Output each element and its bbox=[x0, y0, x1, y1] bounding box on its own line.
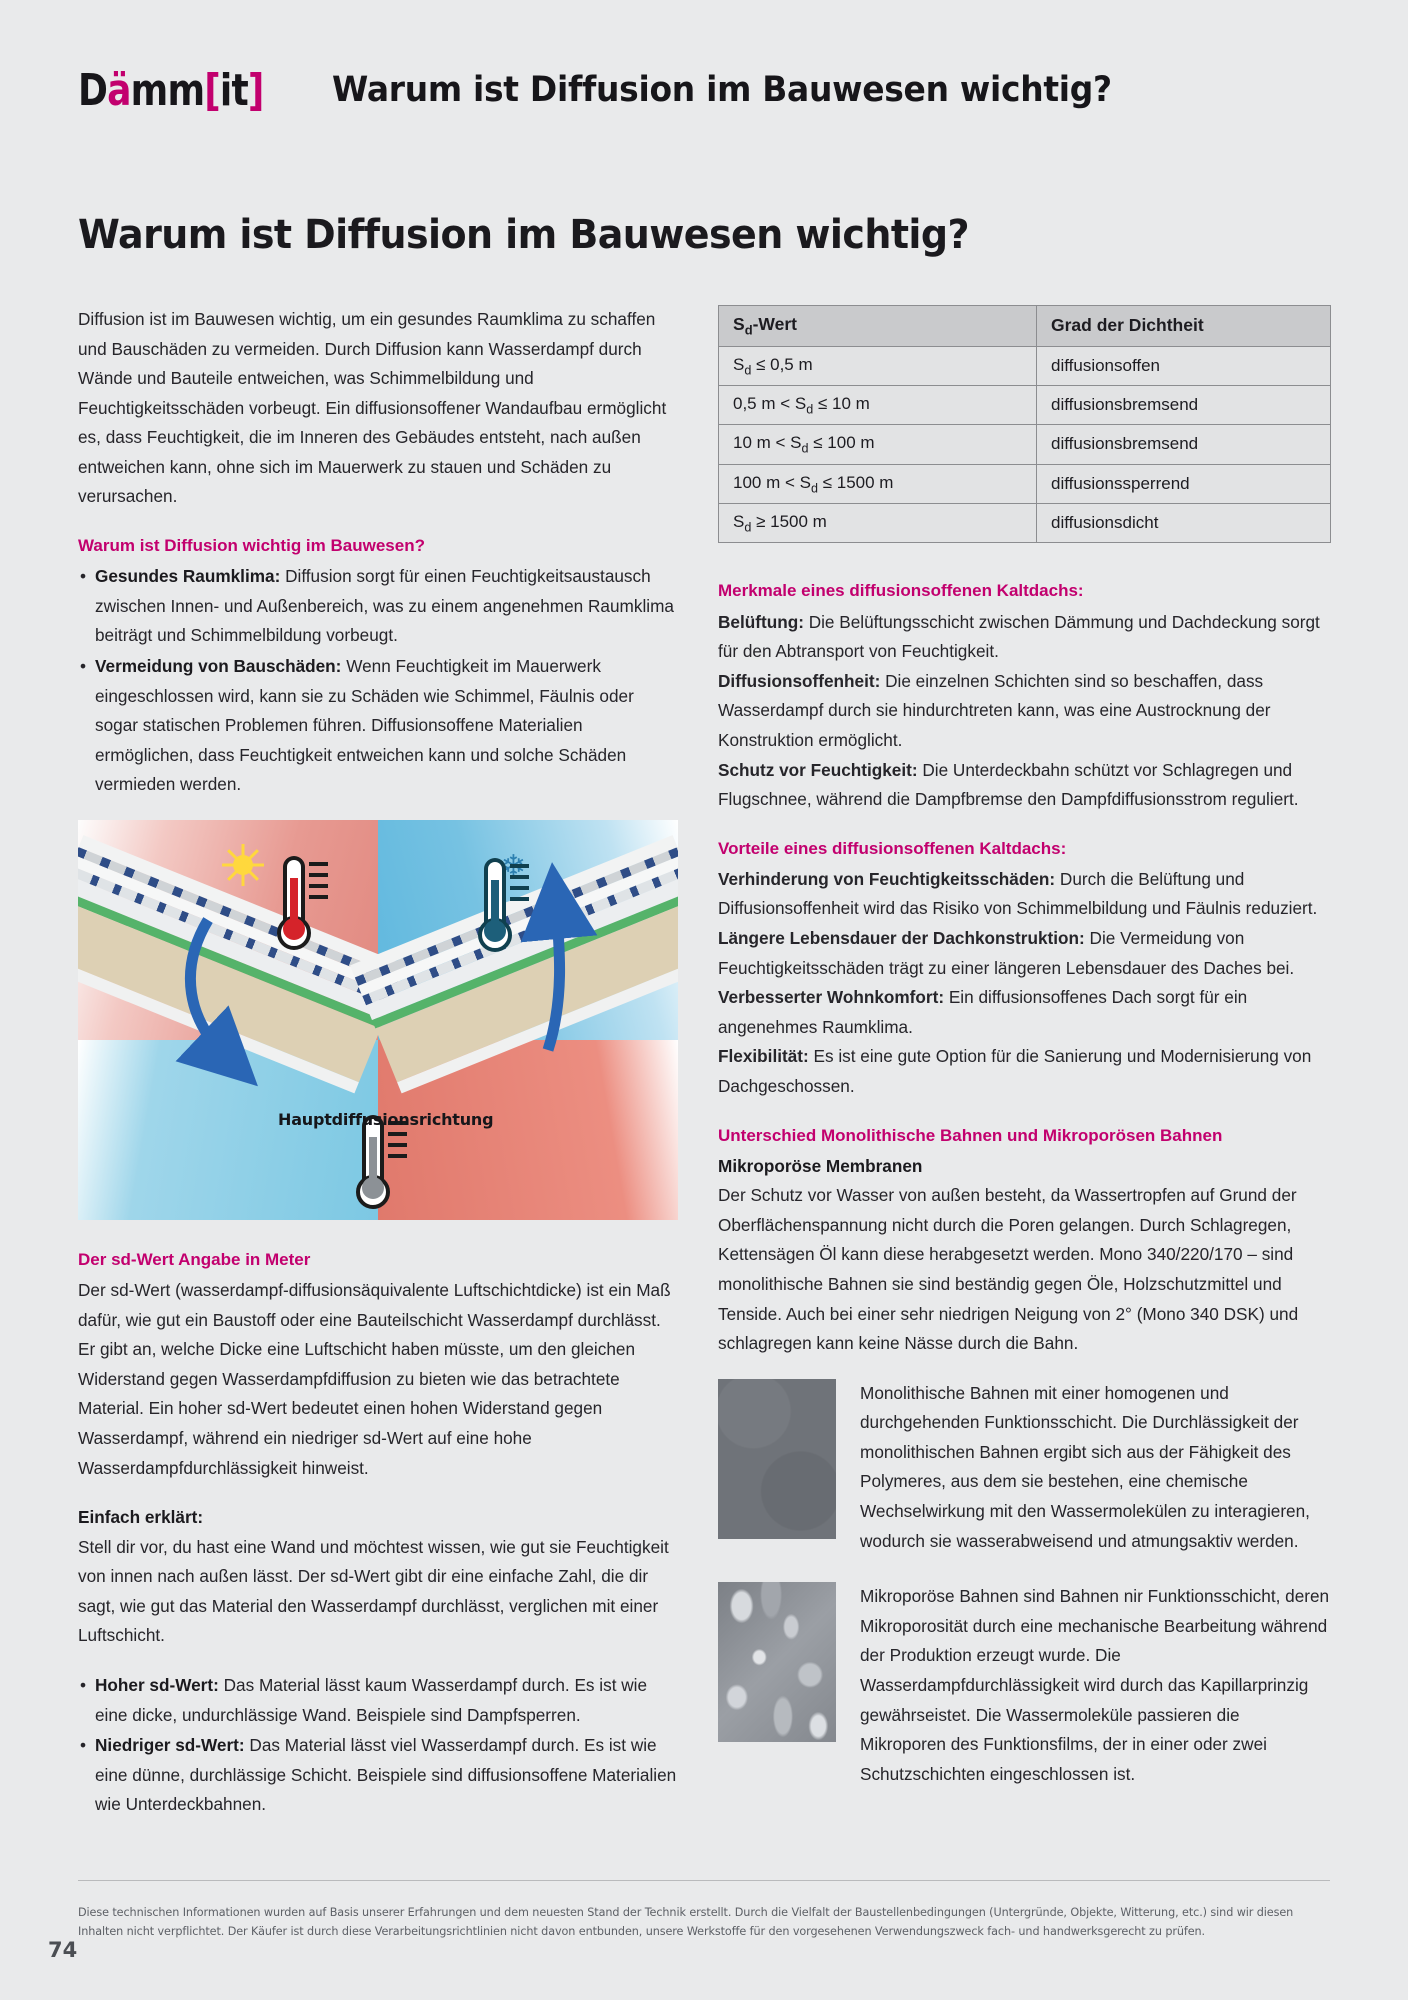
section-einfach-erklaert bbox=[78, 1503, 678, 1651]
cell-sd-value: 0,5 $m < S_d \le 10$ m bbox=[719, 385, 1037, 424]
section-heading-warum-diffusion: Warum ist Diffusion wichtig im Bauwesen? bbox=[78, 536, 425, 556]
table-row bbox=[719, 346, 1331, 385]
vorteile-item-text: Die Vermeidung von Feuchtigkeitsschäden trägt zu einer längeren Lebensdauer des Daches bei. bbox=[718, 928, 1295, 978]
microporous-membrane-caption: Mikroporöse Bahnen sind Bahnen nir Funktionsschicht, deren Mikroporosität durch eine mechanische Bearbeitung während der Produktion erzeugt wurde. Die Wasserdampfdurchlässigkeit wird durch das Kapillarprinzig gewährseistet. Die Wassermoleküle passieren die Mikroporen des Funktionsfilms, der in einer oder zwei Schutzschichten eingeschlossen ist. bbox=[860, 1586, 1330, 1784]
vorteile-item-label: Verhinderung von Feuchtigkeitsschäden: bbox=[718, 868, 1056, 889]
section-heading-sd-wert: Der sd-Wert Angabe in Meter bbox=[78, 1249, 311, 1269]
vorteile-item bbox=[718, 983, 1330, 1042]
vorteile-item-text: Durch die Belüftung und Diffusionsoffenheit wird das Risiko von Schimmelbildung und Fäulnis reduziert. bbox=[718, 868, 1318, 919]
cell-sd-value: 10 $m < S_d \le 100$ m bbox=[719, 425, 1037, 464]
right-column bbox=[718, 305, 1330, 1815]
header-title: Warum ist Diffusion im Bauwesen wichtig? bbox=[332, 70, 1113, 110]
list-item-text: Das Material lässt kaum Wasserdampf durch. Es ist wie eine dicke, undurchlässige Wand. Beispiele sind Dampfsperren. bbox=[95, 1674, 648, 1725]
left-column bbox=[78, 305, 678, 1840]
section-merkmale-kaltdach bbox=[718, 577, 1330, 814]
table-body bbox=[719, 346, 1331, 543]
page-number: 74 bbox=[48, 1938, 78, 1962]
table-row bbox=[719, 504, 1331, 543]
material-row-microporous bbox=[718, 1582, 1330, 1789]
sd-wert-table bbox=[718, 305, 1331, 543]
merkmale-item bbox=[718, 608, 1330, 667]
logo-prefix: D bbox=[78, 64, 108, 116]
brand-logo bbox=[78, 65, 264, 116]
logo-umlaut: ä bbox=[107, 64, 131, 116]
section-paragraph-einfach-erklaert: Stell dir vor, du hast eine Wand und möchtest wissen, wie gut sie Feuchtigkeit von innen nach außen lässt. Der sd-Wert gibt dir eine einfache Zahl, die dir sagt, wie gut das Material den Wasserdampf durchlässt, verglichen mit einer Luftschicht. bbox=[78, 1536, 669, 1646]
footer-disclaimer: Diese technischen Informationen wurden auf Basis unserer Erfahrungen und dem neuesten Stand der Technik erstellt. Durch die Vielfalt der Baustellenbedingungen (Untergründe, Objekte, Witterung, etc.) sind wir diesen Inhalten nicht verpflichtet. Der Käufer ist durch diese Verarbeitungsrichtlinien nicht davon entbunden, unsere Werkstoffe für den vorgesehenen Verwendungszweck fach- und handwerksgerecht zu prüfen. bbox=[78, 1905, 1294, 1938]
cell-sd-value: $S_d \ge 1500$ m bbox=[719, 504, 1037, 543]
vorteile-item-label: Längere Lebensdauer der Dachkonstruktion: bbox=[718, 928, 1085, 949]
logo-suffix: mm bbox=[130, 64, 205, 116]
bullet-list-sd-wert bbox=[78, 1671, 678, 1820]
roof-diffusion-diagram bbox=[78, 820, 678, 1220]
list-item bbox=[78, 652, 678, 800]
section-heading-vorteile: Vorteile eines diffusionsoffenen Kaltdachs: bbox=[718, 838, 1067, 858]
arrow-upward bbox=[548, 906, 560, 1050]
cell-sd-value: 100 $m < S_d \le 1500$ m bbox=[719, 464, 1037, 503]
monolithic-membrane-caption: Monolithische Bahnen mit einer homogenen und durchgehenden Funktionsschicht. Die Durchlässigkeit der monolithischen Bahnen ergibt sich aus der Fähigkeit des Polymeres, aus dem sie bestehen, eine chemische Wechselwirkung mit den Wassermolekülen zu interagieren, wodurch sie wasserabweisend und atmungsaktiv werden. bbox=[860, 1382, 1310, 1551]
merkmale-item-text: Die Unterdeckbahn schützt vor Schlagregen und Flugschnee, während die Dampfbremse den Dampfdiffusionsstrom reguliert. bbox=[718, 759, 1299, 810]
diffusion-arrows bbox=[78, 820, 678, 1220]
section-paragraph-unterschied: Der Schutz vor Wasser von außen besteht, da Wassertropfen auf Grund der Oberflächenspannung nicht durch die Poren gelangen. Durch Schlagregen, Kettensägen Öl kann diese herabgesetzt werden. Mono 340/220/170 – sind monolithische Bahnen sie sind beständig gegen Öle, Holzschutzmittel und Tenside. Auch bei einer sehr niedrigen Neigung von 2° (Mono 340 DSK) und schlagregen kann keine Nässe durch die Bahn. bbox=[718, 1185, 1299, 1354]
list-item-text: Wenn Feuchtigkeit im Mauerwerk eingeschlossen wird, kann sie zu Schäden wie Schimmel, Fäulnis oder sogar statischen Problemen führen. Diffusionsoffene Materialien ermöglichen, dass Feuchtigkeit entweichen kann und solche Schäden vermieden werden. bbox=[95, 655, 634, 795]
bullet-list-warum-diffusion bbox=[78, 562, 678, 800]
thermometer-bulb-fill bbox=[362, 1177, 384, 1199]
arrow-downward bbox=[190, 920, 226, 1056]
table-row bbox=[719, 464, 1331, 503]
column-header-sd-wert: $S_d$-Wert bbox=[719, 306, 1037, 347]
section-heading-einfach-erklaert: Einfach erklärt: bbox=[78, 1507, 204, 1528]
diffusion-direction-label: Hauptdiffusionsrichtung bbox=[278, 1109, 494, 1129]
merkmale-item bbox=[718, 667, 1330, 756]
list-item-label: Hoher sd-Wert: bbox=[95, 1674, 219, 1695]
vorteile-item-label: Flexibilität: bbox=[718, 1046, 809, 1067]
section-unterschied-bahnen bbox=[718, 1122, 1330, 1359]
cell-grade: diffusionsdicht bbox=[1037, 504, 1331, 543]
vorteile-item-text: Ein diffusionsoffenes Dach sorgt für ein angenehmes Raumklima. bbox=[718, 987, 1248, 1037]
section-heading-merkmale: Merkmale eines diffusionsoffenen Kaltdachs: bbox=[718, 581, 1084, 601]
vorteile-item bbox=[718, 1042, 1330, 1101]
page-title: Warum ist Diffusion im Bauwesen wichtig? bbox=[78, 212, 969, 258]
table-row bbox=[719, 385, 1331, 424]
vorteile-item-label: Verbesserter Wohnkomfort: bbox=[718, 987, 945, 1008]
cell-sd-value: $S_d \le 0,5$ m bbox=[719, 346, 1037, 385]
table-header-row bbox=[719, 306, 1331, 347]
column-header-dichtheit: Grad der Dichtheit bbox=[1037, 306, 1331, 347]
merkmale-item-text: Die Belüftungsschicht zwischen Dämmung und Dachdeckung sorgt für den Abtransport von Feuchtigkeit. bbox=[718, 611, 1320, 662]
list-item bbox=[78, 1671, 678, 1730]
section-paragraph-sd-wert: Der sd-Wert (wasserdampf-diffusionsäquivalente Luftschichtdicke) ist ein Maß dafür, wie gut ein Baustoff oder eine Bauteilschicht Wasserdampf durchlässt. Er gibt an, welche Dicke eine Luftschicht haben müsste, um den gleichen Widerstand gegen Wasserdampfdiffusion zu bieten wie das betrachtete Material. Ein hoher sd-Wert bedeutet einen hohen Widerstand gegen Wasserdampf, während ein niedriger sd-Wert auf eine hohe Wasserdampfdurchlässigkeit hinweist. bbox=[78, 1280, 671, 1478]
microporous-membrane-photo bbox=[718, 1582, 836, 1742]
vorteile-item bbox=[718, 924, 1330, 983]
logo-bracket-text: it bbox=[219, 64, 248, 116]
section-vorteile-kaltdach bbox=[718, 835, 1330, 1102]
cell-grade: diffusionsoffen bbox=[1037, 346, 1331, 385]
merkmale-item-label: Diffusionsoffenheit: bbox=[718, 670, 881, 691]
list-item-label: Niedriger sd-Wert: bbox=[95, 1735, 245, 1756]
vorteile-item-text: Es ist eine gute Option für die Sanierung und Modernisierung von Dachgeschossen. bbox=[718, 1046, 1312, 1096]
page-header bbox=[78, 62, 1330, 118]
table-header bbox=[719, 306, 1331, 347]
cell-grade: diffusionsbremsend bbox=[1037, 385, 1331, 424]
section-heading-unterschied: Unterschied Monolithische Bahnen und Mikroporösen Bahnen bbox=[718, 1125, 1223, 1145]
intro-paragraph: Diffusion ist im Bauwesen wichtig, um ein gesundes Raumklima zu schaffen und Bauschäden zu vermeiden. Durch Diffusion kann Wasserdampf durch Wände und Bauteile entweichen, was Schimmelbildung und Feuchtigkeitsschäden vorbeugt. Ein diffusionsoffener Wandaufbau ermöglicht es, dass Feuchtigkeit, die im Inneren des Gebäudes entsteht, nach außen entweichen kann, ohne sich im Mauerwerk zu stauen und Schäden zu verursachen. bbox=[78, 309, 667, 507]
logo-bracket-close: ] bbox=[247, 64, 264, 116]
merkmale-item bbox=[718, 756, 1330, 815]
thermometer-bulb-fill bbox=[484, 920, 506, 942]
list-item-text: Das Material lässt viel Wasserdampf durch. Es ist wie eine dünne, durchlässige Schicht. Beispiele sind diffusionsoffene Materialien wie Unterdeckbahnen. bbox=[95, 1735, 677, 1815]
vorteile-item bbox=[718, 865, 1330, 924]
section-subheading-mikroporoese: Mikroporöse Membranen bbox=[718, 1155, 923, 1176]
list-item-label: Gesundes Raumklima: bbox=[95, 566, 281, 587]
section-sd-wert bbox=[78, 1246, 678, 1483]
cell-grade: diffusionssperrend bbox=[1037, 464, 1331, 503]
logo-bracket-open: [ bbox=[204, 64, 220, 116]
monolithic-membrane-photo bbox=[718, 1379, 836, 1539]
material-row-monolithic bbox=[718, 1379, 1330, 1556]
footer-divider bbox=[78, 1880, 1330, 1881]
list-item bbox=[78, 1731, 678, 1820]
table-row bbox=[719, 425, 1331, 464]
thermometer-bulb-fill bbox=[283, 918, 305, 940]
merkmale-item-label: Belüftung: bbox=[718, 611, 804, 632]
list-item-label: Vermeidung von Bauschäden: bbox=[95, 655, 342, 676]
list-item bbox=[78, 562, 678, 651]
merkmale-item-label: Schutz vor Feuchtigkeit: bbox=[718, 759, 918, 780]
list-item-text: Diffusion sorgt für einen Feuchtigkeitsaustausch zwischen Innen- und Außenbereich, was zu einem angenehmen Raumklima beiträgt und Schimmelbildung vorbeugt. bbox=[95, 566, 674, 646]
merkmale-item-text: Die einzelnen Schichten sind so beschaffen, dass Wasserdampf durch sie hindurchtreten kann, was eine Austrocknung der Konstruktion ermöglicht. bbox=[718, 670, 1271, 750]
cell-grade: diffusionsbremsend bbox=[1037, 425, 1331, 464]
